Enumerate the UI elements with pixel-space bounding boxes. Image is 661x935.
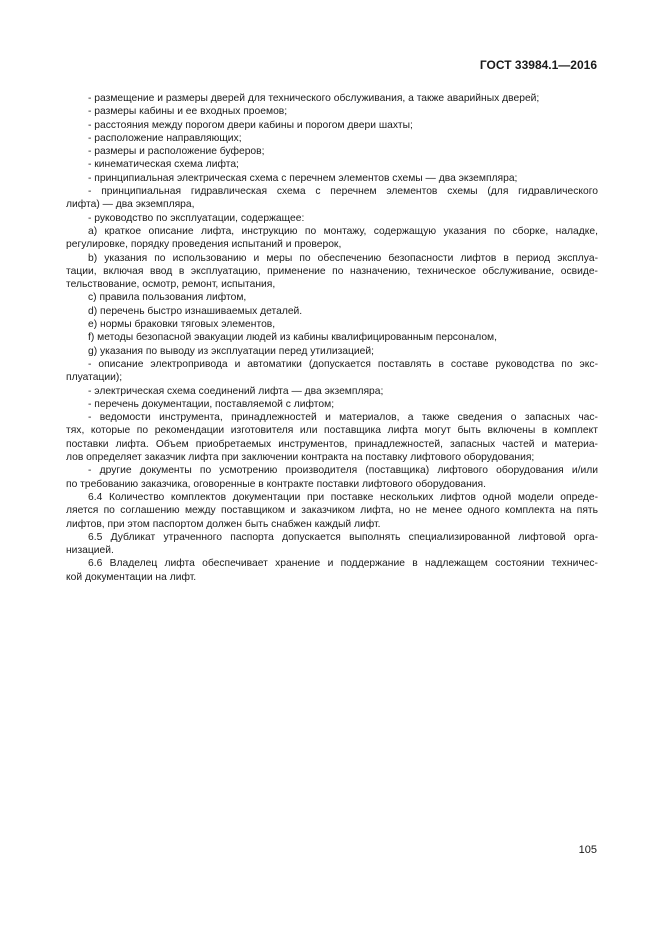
text-line: - расположение направляющих;: [88, 132, 242, 144]
text-line: низацией.: [66, 545, 114, 557]
text-line: плуатации);: [66, 372, 123, 384]
text-line: - электрическая схема соединений лифта — два экземпляра;: [88, 385, 384, 397]
text-line: - принципиальная гидравлическая схема с перечнем элементов схемы (для гидравлического: [88, 186, 598, 198]
text-line: тации, включая ввод в эксплуатацию, применение по назначению, техническое обслуживание, освиде-: [66, 265, 598, 277]
text-line: - размеры кабины и ее входных проемов;: [88, 106, 288, 118]
text-line: 6.5 Дубликат утраченного паспорта допускается выполнять специализированной лифтовой орга-: [88, 531, 598, 543]
text-line: - описание электропривода и автоматики (допускается поставлять в составе руководства по экс-: [88, 358, 598, 370]
text-line: - другие документы по усмотрению производителя (поставщика) лифтового оборудования и/или: [88, 465, 598, 477]
text-line: лифта) — два экземпляра,: [66, 199, 195, 211]
text-line: - руководство по эксплуатации, содержащее:: [88, 212, 305, 224]
text-line: - размещение и размеры дверей для технического обслуживания, а также аварийных дверей;: [88, 93, 540, 104]
text-line: лов определяет заказчик лифта при заключении контракта на поставку лифтового оборудования;: [66, 452, 535, 464]
text-line: - ведомости инструмента, принадлежностей и материалов, а также сведения о запасных час-: [88, 412, 598, 424]
text-line: g) указания по выводу из эксплуатации перед утилизацией;: [88, 345, 375, 357]
document-body: [66, 92, 598, 584]
text-line: а) краткое описание лифта, инструкцию по монтажу, содержащую указания по сборке, наладке,: [88, 225, 598, 237]
text-line: d) перечень быстро изнашиваемых деталей.: [88, 305, 303, 317]
text-line: тельствование, осмотр, ремонт, испытания,: [66, 279, 276, 291]
text-line: e) нормы браковки тяговых элементов,: [88, 319, 276, 331]
text-line: - перечень документации, поставляемой с лифтом;: [88, 398, 335, 410]
text-line: кой документации на лифт.: [66, 571, 197, 583]
text-line: - расстояния между порогом двери кабины и порогом двери шахты;: [88, 119, 413, 131]
text-line: - кинематическая схема лифта;: [88, 159, 239, 171]
text-line: b) указания по использованию и меры по обеспечению безопасности лифтов в период эксплуа-: [88, 252, 598, 264]
text-line: поставки лифта. Объем приобретаемых инструментов, принадлежностей, запасных частей и материа-: [66, 438, 598, 450]
text-line: по требованию заказчика, оговоренные в контракте поставки лифтового оборудования.: [66, 478, 486, 490]
text-line: ляется по соглашению между поставщиком и заказчиком лифта, но не менее одного комплекта на пять: [66, 505, 598, 517]
text-line: 6.6 Владелец лифта обеспечивает хранение и поддержание в надлежащем состоянии техничес-: [88, 558, 598, 570]
text-line: 6.4 Количество комплектов документации при поставке нескольких лифтов одной модели опреде-: [88, 491, 598, 503]
text-line: c) правила пользования лифтом,: [88, 292, 247, 304]
standard-header: ГОСТ 33984.1—2016: [479, 58, 597, 72]
text-line: тях, которые по рекомендации изготовителя или поставщика лифта могут быть включены в комплект: [66, 425, 598, 437]
text-line: f) методы безопасной эвакуации людей из кабины квалифицированным персоналом,: [88, 332, 497, 344]
text-line: регулировке, порядку проведения испытаний и проверок,: [66, 239, 342, 251]
page-number: 105: [578, 844, 597, 856]
text-line: лифтов, при этом паспортом должен быть снабжен каждый лифт.: [66, 518, 381, 530]
text-line: - принципиальная электрическая схема с перечнем элементов схемы — два экземпляра;: [88, 172, 518, 184]
text-line: - размеры и расположение буферов;: [88, 146, 265, 158]
